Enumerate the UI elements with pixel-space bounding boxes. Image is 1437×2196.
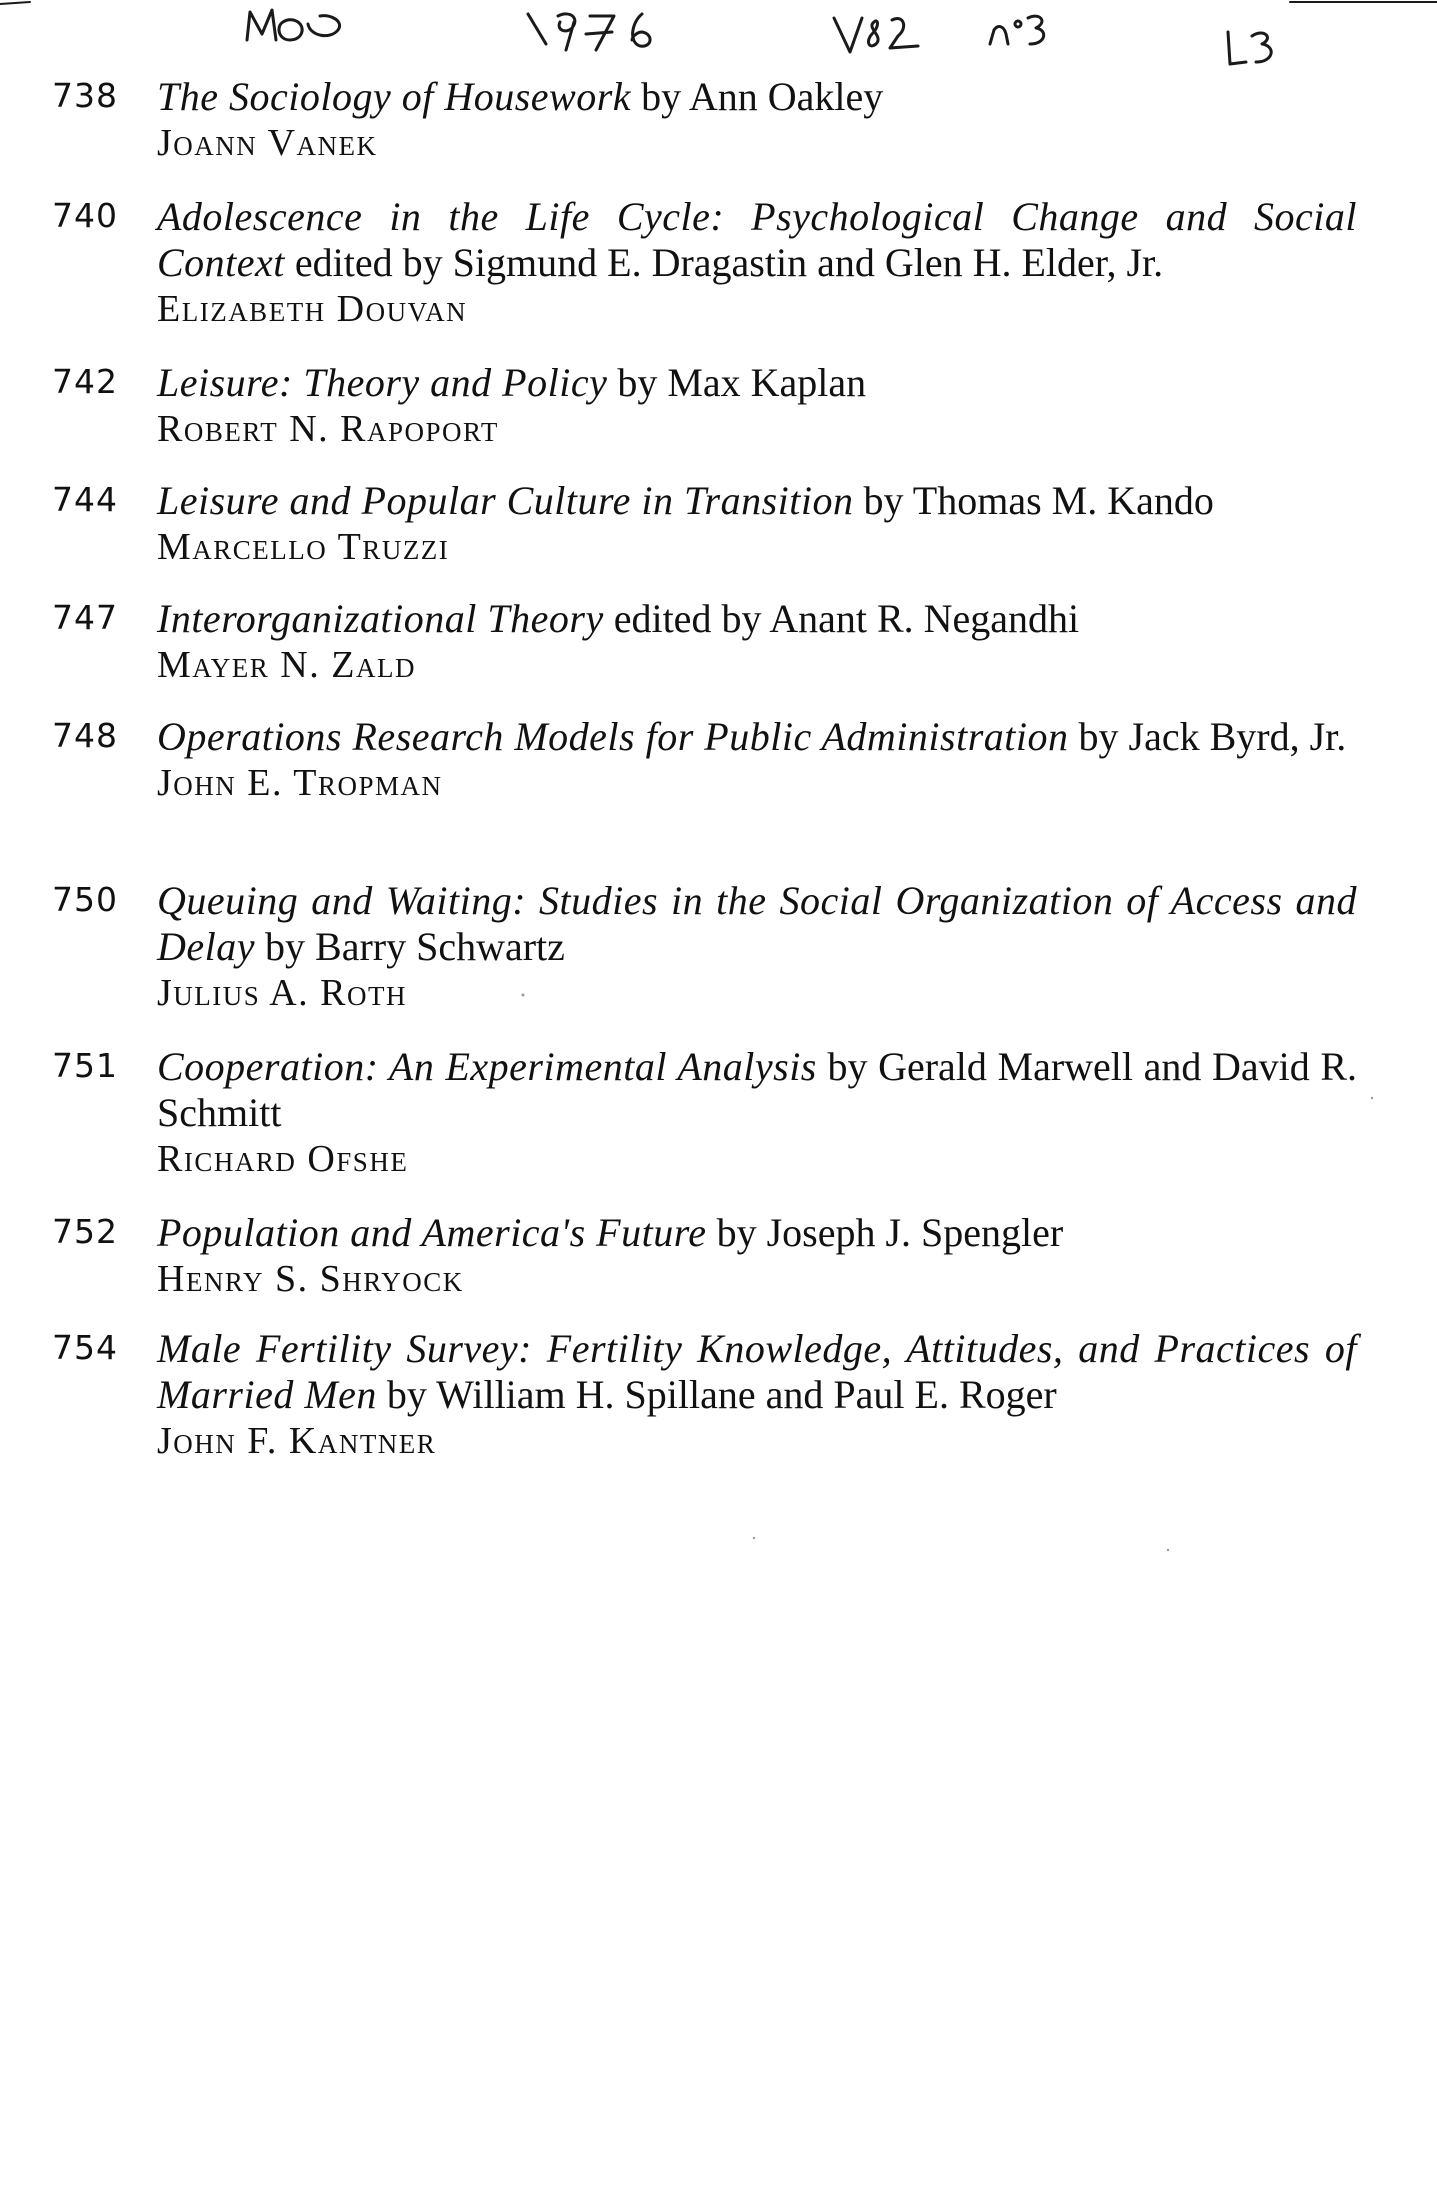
book-byline: by William H. Spillane and Paul E. Roger <box>376 1372 1057 1417</box>
page-number: 740 <box>52 196 118 235</box>
reviewer-name: Henry S. Shryock <box>157 1258 464 1300</box>
entry-text <box>157 714 1357 806</box>
entry-text <box>157 194 1357 332</box>
book-byline: by Thomas M. Kando <box>853 478 1214 523</box>
reviewer-name: Julius A. Roth <box>157 972 407 1014</box>
book-byline: by Barry Schwartz <box>255 924 565 969</box>
page-number: 751 <box>52 1046 118 1085</box>
reviewer-name: Mayer N. Zald <box>157 644 416 686</box>
page-number: 738 <box>52 76 118 115</box>
page-number: 747 <box>52 598 118 637</box>
page-number: 744 <box>52 480 118 519</box>
book-byline: by Ann Oakley <box>631 74 884 119</box>
book-title: Interorganizational Theory <box>157 596 604 641</box>
reviewer-name: Richard Ofshe <box>157 1138 409 1180</box>
book-title: Adolescence in the Life Cycle: Psychological Change and Social Context <box>157 194 1357 285</box>
reviewer-name: John F. Kantner <box>157 1420 437 1462</box>
book-title: Cooperation: An Experimental Analysis <box>157 1044 817 1089</box>
book-title: The Sociology of Housework <box>157 74 632 119</box>
reviewer-name: Marcello Truzzi <box>157 526 450 568</box>
book-byline: edited by Anant R. Negandhi <box>603 596 1080 641</box>
book-title: Queuing and Waiting: Studies in the Social Organization of Access and Delay <box>157 878 1357 969</box>
book-title: Leisure and Popular Culture in Transition <box>157 478 854 523</box>
book-byline: by Gerald Marwell and David R. Schmitt <box>157 1044 1357 1135</box>
entry-text <box>157 1210 1357 1302</box>
book-title: Male Fertility Survey: Fertility Knowledge, Attitudes, and Practices of Married Men <box>157 1326 1357 1417</box>
book-byline: by Joseph J. Spengler <box>706 1210 1064 1255</box>
page-number: 752 <box>52 1212 118 1251</box>
reviewer-name: Elizabeth Douvan <box>157 288 468 330</box>
book-title: Operations Research Models for Public Administration <box>157 714 1069 759</box>
entry-text <box>157 596 1357 688</box>
page-number: 750 <box>52 880 118 919</box>
entry-text <box>157 878 1357 1016</box>
book-byline: by Jack Byrd, Jr. <box>1068 714 1347 759</box>
entry-text <box>157 1326 1357 1464</box>
book-title: Population and America's Future <box>157 1210 707 1255</box>
reviewer-name: Joann Vanek <box>157 122 378 164</box>
reviewer-name: John E. Tropman <box>157 762 443 804</box>
reviewer-name: Robert N. Rapoport <box>157 408 499 450</box>
entry-text <box>157 478 1357 570</box>
entry-text <box>157 360 1357 452</box>
entry-text <box>157 74 1357 166</box>
entry-text <box>157 1044 1357 1182</box>
book-title: Leisure: Theory and Policy <box>157 360 608 405</box>
page-number: 742 <box>52 362 118 401</box>
page-number: 754 <box>52 1328 118 1367</box>
page-number: 748 <box>52 716 118 755</box>
book-byline: by Max Kaplan <box>607 360 867 405</box>
book-byline: edited by Sigmund E. Dragastin and Glen H. Elder, Jr. <box>284 240 1164 285</box>
